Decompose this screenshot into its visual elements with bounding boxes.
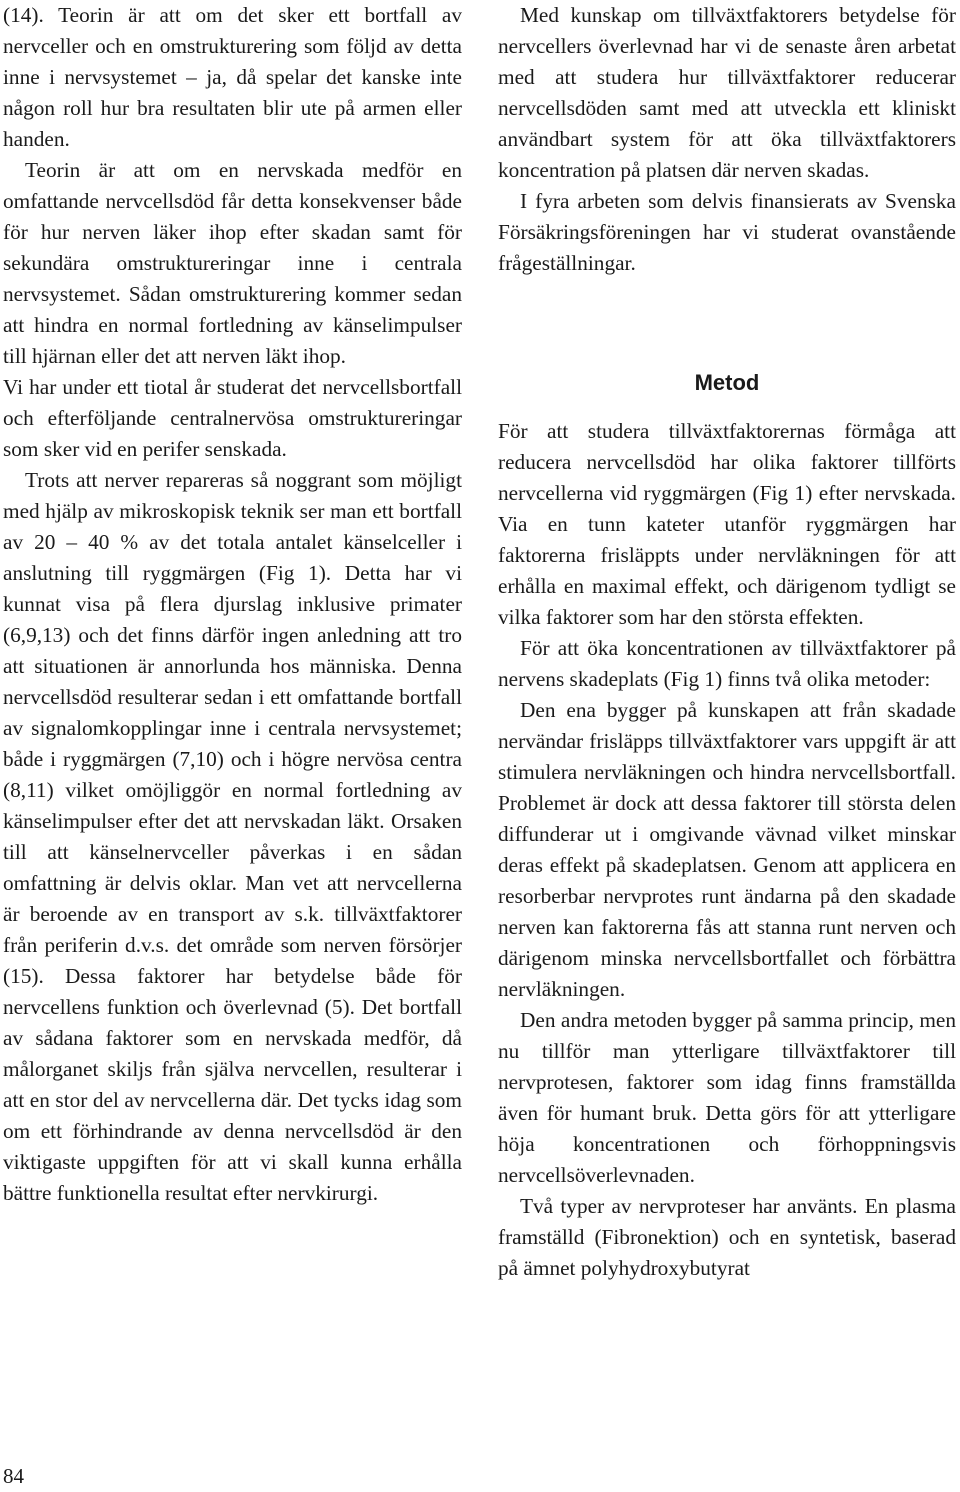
paragraph-continued: (14). Teorin är att om det sker ett bortfall av nervceller och en omstrukturering som följd av detta inne i nervsystemet – ja, då spelar det kanske inte någon roll hur bra resultaten blir ute på armen eller handen. — [3, 3, 462, 151]
paragraph-funding: I fyra arbeten som delvis finansierats av Svenska Försäkringsföreningen har vi studerat ovanstående frågeställningar. — [498, 189, 956, 275]
paragraph-method-first: Den ena bygger på kunskapen att från skadade nervändar frisläpps tillväxtfaktorer vars uppgift är att stimulera nervläkningen och hindra nervcellsbortfall. Problemet är dock att dessa faktorer till största delen diffunderar ut i omgivande vävnad vilket minskar deras effekt på skadeplatsen. Genom att applicera en resorberbar nervprotes runt ändarna på den skadade nerven kan faktorerna fås att stanna runt nerven och därigenom minska nervcellsbortfallet och förbättra nervläkningen. — [498, 698, 956, 1001]
paragraph-method-concentration: För att öka koncentrationen av tillväxtfaktorer på nervens skadeplats (Fig 1) finns två olika metoder: — [498, 636, 956, 691]
paragraph-theory: Teorin är att om en nervskada medför en omfattande nervcellsdöd får detta konsekvenser både för hur nerven läker ihop efter skadan samt för sekundära omstruktureringar inne i centrala nervsystemet. Sådan omstrukturering kommer sedan att hindra en normal fortledning av känselimpulser till hjärnan eller det att nerven läkt ihop. — [3, 158, 462, 368]
paragraph-findings: Trots att nerver repareras så noggrant som möjligt med hjälp av mikroskopisk teknik ser man ett bortfall av 20 – 40 % av det totala antalet känselceller i anslutning till ryggmärgen (Fig 1). Detta har vi kunnat visa på flera djurslag inklusive primater (6,9,13) och det finns därför ingen anledning att tro att situationen är annorlunda hos människa. Denna nervcellsdöd resulterar sedan i ett omfattande bortfall av signalomkopplingar inne i centrala nervsystemet; både i ryggmärgen (7,10) och i högre nervösa centra (8,11) vilket omöjliggör en normal fortledning av känselimpulser efter det att nervskadan läkt. Orsaken till att känselnervceller påverkas i en sådan omfattning är delvis oklar. Man vet att nervcellerna är beroende av en transport av s.k. tillväxtfaktorer från periferin d.v.s. det område som nerven försörjer (15). Dessa faktorer har betydelse både för nervcellens funktion och överlevnad (5). Det bortfall av sådana faktorer som en nervskada medför, då målorganet skiljs från själva nervcellen, resulterar i att en stor del av nervcellerna där. Det tycks idag som om ett förhindrande av denna nervcellsdöd är den viktigaste uppgiften för att vi skall kunna erhålla bättre funktionella resultat efter nervkirurgi. — [3, 468, 462, 1205]
paragraph-method-intro: För att studera tillväxtfaktorernas förmåga att reducera nervcellsdöd har olika faktorer tillförts nervcellerna vid ryggmärgen (Fig 1) efter nervskada. Via en tunn kateter utanför ryggmärgen har faktorerna frisläppts under nervläkningen för att erhålla en maximal effekt, och därigenom tydligt se vilka faktorer som har den största effekten. — [498, 419, 956, 629]
paragraph-study: Vi har under ett tiotal år studerat det nervcellsbortfall och efterföljande centralnervösa omstruktureringar som sker vid en perifer senskada. — [3, 375, 462, 461]
right-column — [498, 0, 956, 1284]
paragraph-knowledge: Med kunskap om tillväxtfaktorers betydelse för nervcellers överlevnad har vi de senaste åren arbetat med att studera hur tillväxtfaktorer reducerar nervcellsdöden samt med att utveckla ett kliniskt användbart system för att öka tillväxtfaktorers koncentration på platsen där nerven skadas. — [498, 3, 956, 182]
paragraph-prostheses: Två typer av nervproteser har använts. En plasma framställd (Fibronektion) och en syntetisk, baserad på ämnet polyhydroxybutyrat — [498, 1194, 956, 1280]
paragraph-method-second: Den andra metoden bygger på samma princip, men nu tillför man ytterligare tillväxtfaktorer till nervprotesen, faktorer som idag finns framställda även för humant bruk. Detta görs för att ytterligare höja koncentrationen och förhoppningsvis nervcellsöverlevnaden. — [498, 1008, 956, 1187]
section-heading-metod: Metod — [694, 370, 760, 395]
page-number: 84 — [3, 1464, 24, 1488]
left-column — [3, 0, 462, 1209]
